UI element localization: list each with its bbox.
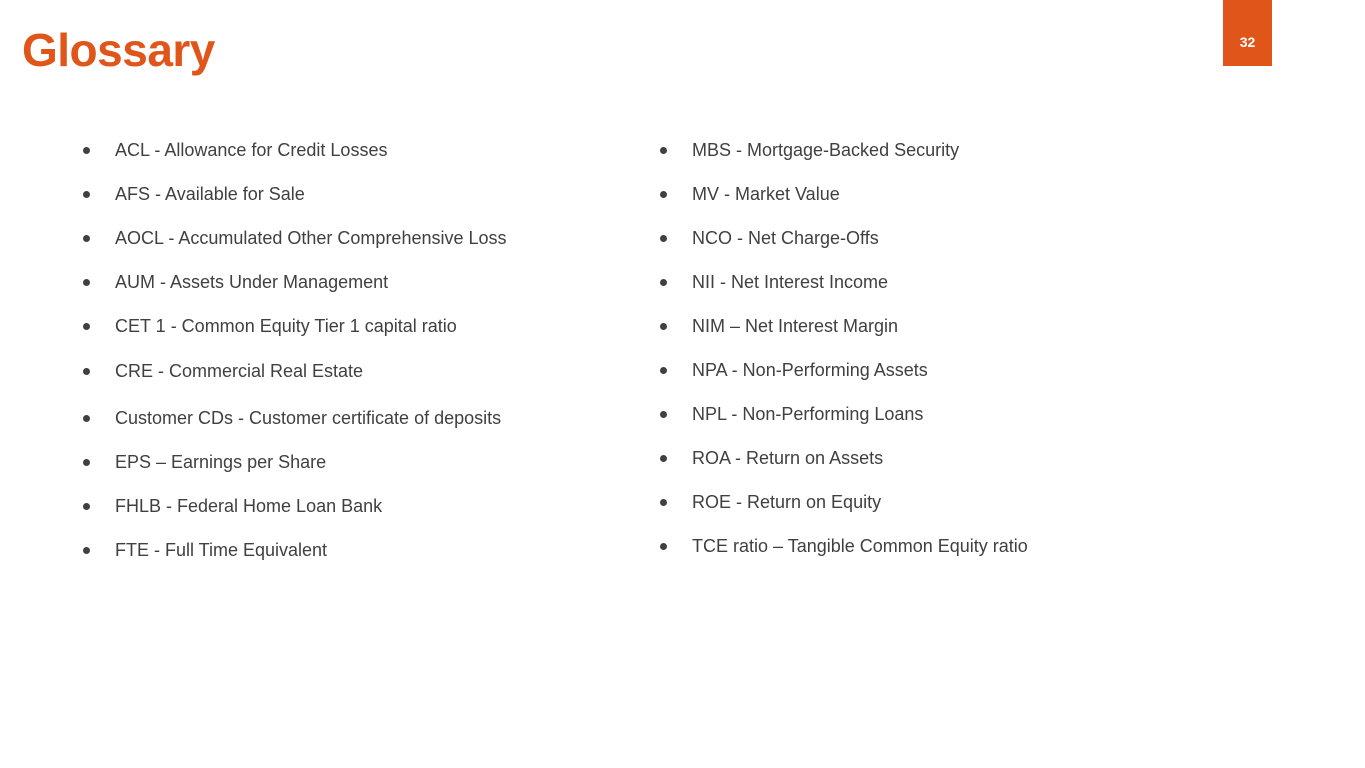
bullet-icon <box>83 459 90 466</box>
glossary-item <box>83 484 507 528</box>
page-number-badge: 32 <box>1223 0 1272 66</box>
glossary-item <box>83 172 507 216</box>
glossary-item <box>660 524 1028 568</box>
glossary-item <box>83 216 507 260</box>
bullet-icon <box>660 455 667 462</box>
glossary-term: AOCL - Accumulated Other Comprehensive Loss <box>115 228 507 248</box>
glossary-term: NII - Net Interest Income <box>692 272 889 292</box>
glossary-list-left <box>83 128 507 572</box>
bullet-icon <box>660 499 667 506</box>
glossary-item <box>660 172 1028 216</box>
bullet-icon <box>83 279 90 286</box>
glossary-term: TCE ratio – Tangible Common Equity ratio <box>692 536 1028 556</box>
glossary-term: AUM - Assets Under Management <box>115 272 389 292</box>
bullet-icon <box>660 147 667 154</box>
bullet-icon <box>660 235 667 242</box>
glossary-term: ACL - Allowance for Credit Losses <box>115 140 388 160</box>
glossary-item <box>83 128 507 172</box>
glossary-item <box>660 260 1028 304</box>
bullet-icon <box>83 323 90 330</box>
glossary-term: NPA - Non-Performing Assets <box>692 360 928 380</box>
glossary-item <box>660 304 1028 348</box>
bullet-icon <box>83 415 90 422</box>
bullet-icon <box>83 368 90 375</box>
glossary-item <box>83 348 507 393</box>
glossary-term: MV - Market Value <box>692 184 840 204</box>
bullet-icon <box>660 543 667 550</box>
bullet-icon <box>83 147 90 154</box>
glossary-term: ROA - Return on Assets <box>692 448 884 468</box>
bullet-icon <box>660 191 667 198</box>
glossary-item <box>660 436 1028 480</box>
bullet-icon <box>660 411 667 418</box>
glossary-item <box>83 393 507 440</box>
glossary-term: EPS – Earnings per Share <box>115 452 327 472</box>
glossary-item <box>83 304 507 348</box>
glossary-term: NIM – Net Interest Margin <box>692 316 899 336</box>
glossary-item <box>83 440 507 484</box>
glossary-term: NCO - Net Charge-Offs <box>692 228 879 248</box>
glossary-term: FHLB - Federal Home Loan Bank <box>115 496 383 516</box>
glossary-item <box>660 392 1028 436</box>
glossary-term: NPL - Non-Performing Loans <box>692 404 924 424</box>
glossary-list-right <box>660 128 1028 568</box>
page-title: Glossary <box>22 24 215 76</box>
bullet-icon <box>83 235 90 242</box>
glossary-item <box>660 480 1028 524</box>
bullet-icon <box>83 547 90 554</box>
glossary-item <box>660 348 1028 392</box>
glossary-item <box>660 128 1028 172</box>
glossary-item <box>83 260 507 304</box>
bullet-icon <box>83 503 90 510</box>
bullet-icon <box>83 191 90 198</box>
glossary-term: Customer CDs - Customer certificate of deposits <box>115 408 502 428</box>
glossary-term: FTE - Full Time Equivalent <box>115 540 328 560</box>
glossary-item <box>660 216 1028 260</box>
glossary-term: AFS - Available for Sale <box>115 184 305 204</box>
glossary-term: ROE - Return on Equity <box>692 492 882 512</box>
bullet-icon <box>660 323 667 330</box>
bullet-icon <box>660 279 667 286</box>
glossary-term: MBS - Mortgage-Backed Security <box>692 140 960 160</box>
glossary-item <box>83 528 507 572</box>
bullet-icon <box>660 367 667 374</box>
glossary-term: CET 1 - Common Equity Tier 1 capital ratio <box>115 316 457 336</box>
glossary-term: CRE - Commercial Real Estate <box>115 361 364 381</box>
